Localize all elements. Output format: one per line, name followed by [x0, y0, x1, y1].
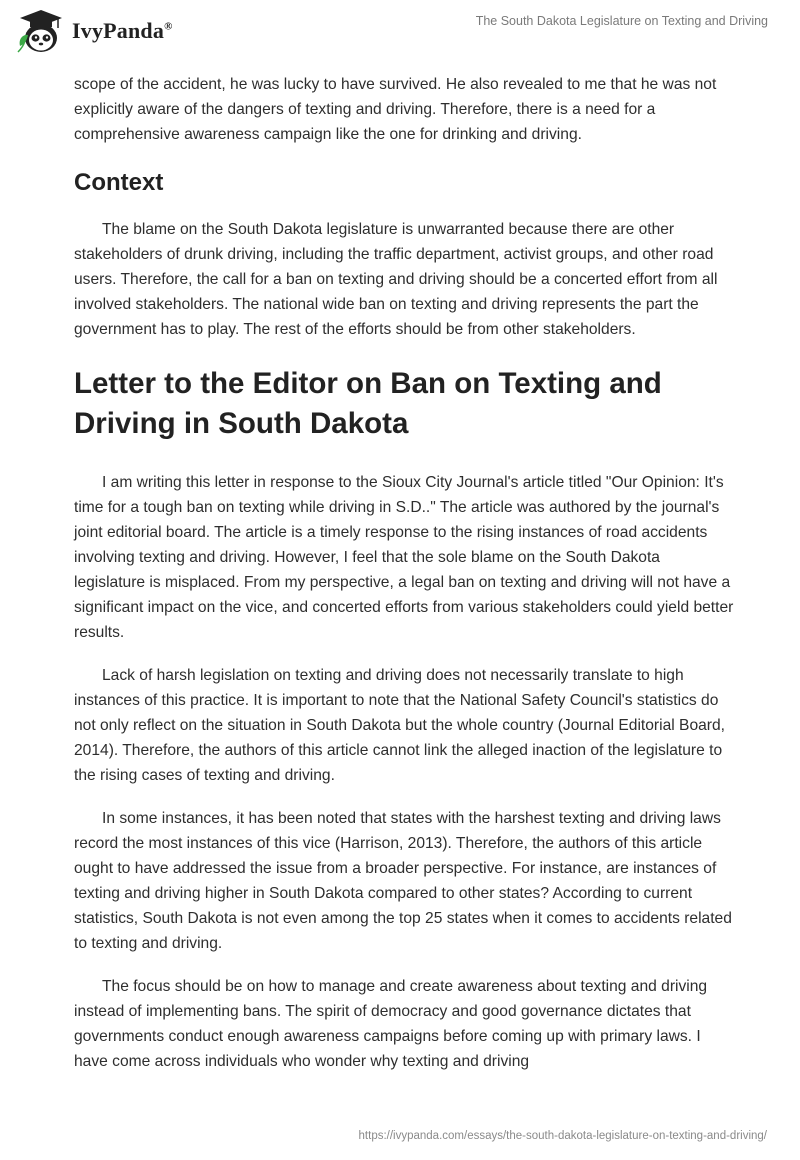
document-title: The South Dakota Legislature on Texting and Driving	[475, 14, 768, 28]
page-header	[0, 0, 800, 70]
context-paragraph: The blame on the South Dakota legislature is unwarranted because there are other stakeholders of drunk driving, including the traffic department, activist groups, and other road users. Therefore, the call for a ban on texting and driving should be a concerted effort from all involved stakeholders. The national wide ban on texting and driving represents the part the government has to play. The rest of the efforts should be from other stakeholders.	[74, 221, 718, 338]
ivypanda-logo[interactable]	[16, 8, 173, 54]
intro-paragraph: scope of the accident, he was lucky to have survived. He also revealed to me that he was not explicitly aware of the dangers of texting and driving. Therefore, there is a need for a comprehensive awareness campaign like the one for drinking and driving.	[74, 76, 717, 143]
letter-paragraph-3: In some instances, it has been noted that states with the harshest texting and driving laws record the most instances of this vice (Harrison, 2013). Therefore, the authors of this article ought to have addressed the issue from a broader perspective. For instance, are instances of texting and driving higher in South Dakota compared to other states? According to current statistics, South Dakota is not even among the top 25 states when it comes to accidents related to texting and driving.	[74, 810, 732, 952]
letter-paragraph-2: Lack of harsh legislation on texting and driving does not necessarily translate to high instances of this practice. It is important to note that the National Safety Council's statistics do not only reflect on the situation in South Dakota but the whole country (Journal Editorial Board, 2014). Therefore, the authors of this article cannot link the alleged inaction of the legislature to the rising cases of texting and driving.	[74, 667, 725, 784]
essay-body	[74, 68, 734, 1074]
logo-wordmark: IvyPanda®	[72, 18, 173, 43]
panda-graduate-icon	[16, 8, 66, 54]
context-heading: Context	[74, 169, 164, 196]
letter-paragraph-4: The focus should be on how to manage and create awareness about texting and driving instead of implementing bans. The spirit of democracy and good governance dictates that governments conduct enough awareness campaigns before coming up with primary laws. I have come across individuals who wonder why texting and driving	[74, 978, 708, 1070]
letter-heading: Letter to the Editor on Ban on Texting and Driving in South Dakota	[74, 367, 662, 440]
letter-paragraph-1: I am writing this letter in response to the Sioux City Journal's article titled "Our Opinion: It's time for a tough ban on texting while driving in S.D.." The article was authored by the journal's joint editorial board. The article is a timely response to the rising instances of road accidents involving texting and driving. However, I feel that the sole blame on the South Dakota legislature is misplaced. From my perspective, a legal ban on texting and driving will not have a significant impact on the vice, and concerted efforts from various stakeholders could yield better results.	[74, 474, 734, 641]
source-url[interactable]: https://ivypanda.com/essays/the-south-dakota-legislature-on-texting-and-driving/	[358, 1130, 767, 1142]
